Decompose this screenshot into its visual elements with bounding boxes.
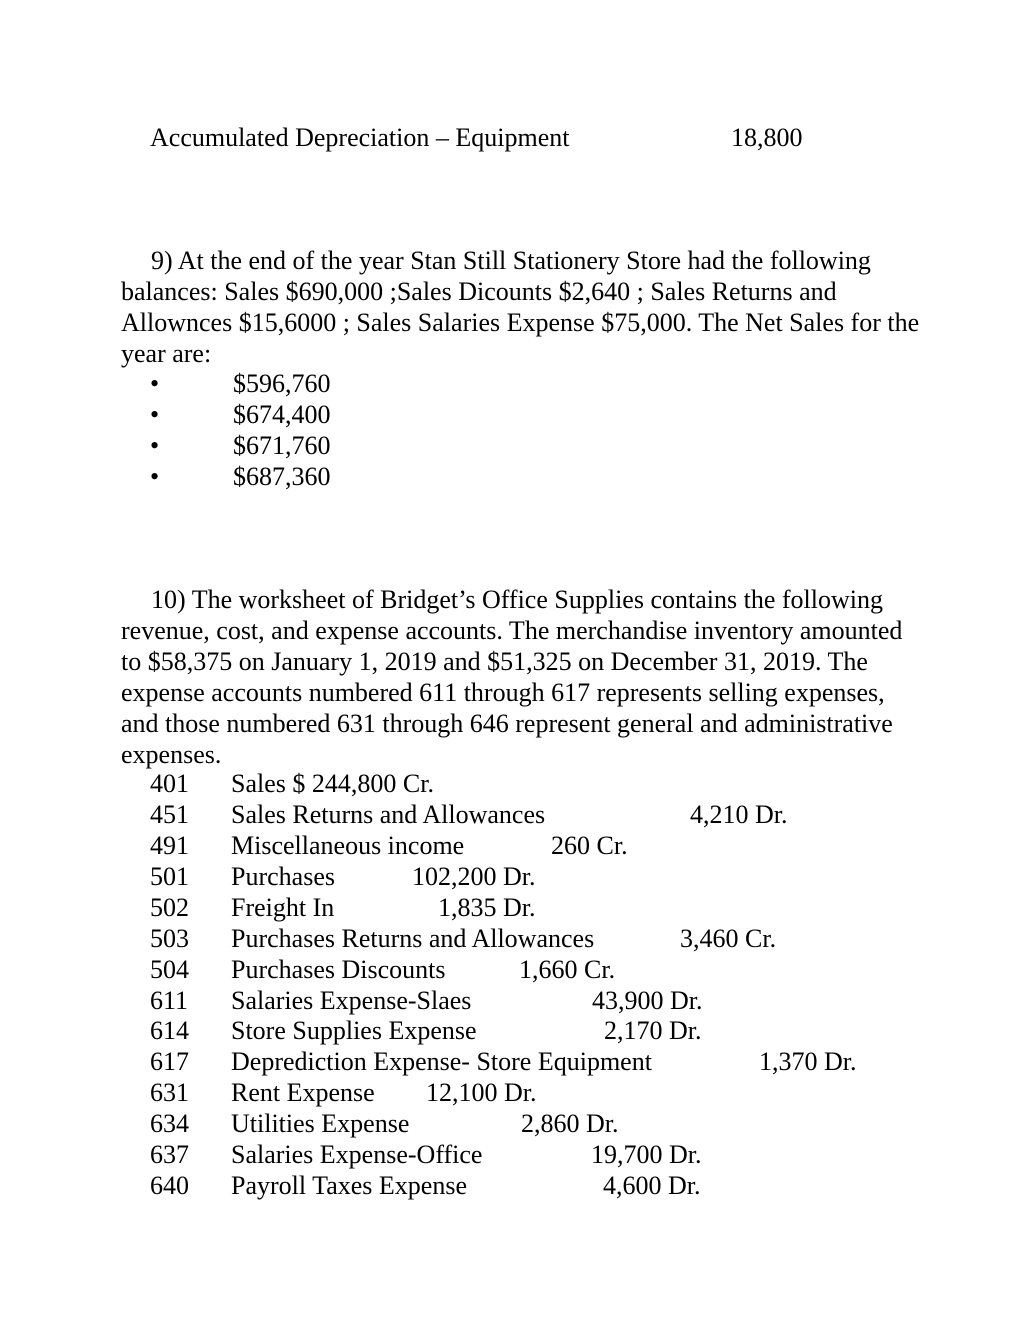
- account-amount: 1,660 Cr.: [519, 955, 616, 984]
- account-row: [0, 1077, 1024, 1108]
- account-amount: 19,700 Dr.: [591, 1140, 702, 1169]
- account-amount: 12,100 Dr.: [426, 1078, 537, 1107]
- account-amount: 4,210 Dr.: [690, 800, 788, 829]
- account-amount: 102,200 Dr.: [412, 862, 536, 891]
- account-amount: 2,170 Dr.: [604, 1016, 702, 1045]
- account-number: 631: [150, 1078, 189, 1107]
- account-amount: 4,600 Dr.: [603, 1171, 701, 1200]
- question-10-text: 10) The worksheet of Bridget’s Office Supplies contains the following revenue, cost, and expense accounts. The merchandise inventory amounted to $58,375 on January 1, 2019 and $51,325 on December 31, 2019. The expense accounts numbered 611 through 617 represents selling expenses, and those numbered 631 through 646 represent general and administrative expenses.: [121, 585, 903, 769]
- bullet-icon: •: [150, 431, 160, 460]
- account-number: 502: [150, 893, 189, 922]
- account-name: Store Supplies Expense: [231, 1016, 477, 1045]
- account-row: [0, 799, 1024, 830]
- question-10: [121, 584, 921, 770]
- account-number: 491: [150, 831, 189, 860]
- account-number: 637: [150, 1140, 189, 1169]
- option-value: $674,400: [233, 400, 331, 429]
- account-name: Purchases Discounts: [231, 955, 446, 984]
- account-row: [0, 1170, 1024, 1201]
- account-row: [0, 1046, 1024, 1077]
- bullet-icon: •: [150, 369, 160, 398]
- account-number: 634: [150, 1109, 189, 1138]
- account-number: 501: [150, 862, 189, 891]
- option-value: $596,760: [233, 369, 331, 398]
- bullet-icon: •: [150, 400, 160, 429]
- account-name: Salaries Expense-Slaes: [231, 986, 472, 1015]
- account-amount: 1,835 Dr.: [438, 893, 536, 922]
- account-row: [0, 1015, 1024, 1046]
- account-name: Sales $ 244,800 Cr.: [231, 769, 434, 798]
- account-name: Utilities Expense: [231, 1109, 410, 1138]
- accumulated-depreciation-label: Accumulated Depreciation – Equipment: [150, 123, 570, 152]
- account-row: [0, 985, 1024, 1016]
- bullet-icon: •: [150, 462, 160, 491]
- account-name: Deprediction Expense- Store Equipment: [231, 1047, 652, 1076]
- account-row: [0, 923, 1024, 954]
- account-number: 617: [150, 1047, 189, 1076]
- account-name: Rent Expense: [231, 1078, 375, 1107]
- account-name: Purchases: [231, 862, 335, 891]
- account-name: Miscellaneous income: [231, 831, 465, 860]
- option-value: $687,360: [233, 462, 331, 491]
- account-row: [0, 830, 1024, 861]
- account-name: Salaries Expense-Office: [231, 1140, 483, 1169]
- account-number: 504: [150, 955, 189, 984]
- account-row: [0, 892, 1024, 923]
- option-value: $671,760: [233, 431, 331, 460]
- account-number: 614: [150, 1016, 189, 1045]
- account-name: Purchases Returns and Allowances: [231, 924, 595, 953]
- account-number: 503: [150, 924, 189, 953]
- account-row: [0, 954, 1024, 985]
- account-amount: 3,460 Cr.: [680, 924, 777, 953]
- account-name: Freight In: [231, 893, 335, 922]
- account-amount: 1,370 Dr.: [759, 1047, 857, 1076]
- account-row: [0, 1139, 1024, 1170]
- account-name: Sales Returns and Allowances: [231, 800, 546, 829]
- account-row: [0, 1108, 1024, 1139]
- account-number: 401: [150, 769, 189, 798]
- account-number: 611: [150, 986, 189, 1015]
- account-amount: 260 Cr.: [551, 831, 628, 860]
- account-row: [0, 768, 1024, 799]
- question-9: [121, 245, 921, 369]
- account-name: Payroll Taxes Expense: [231, 1171, 467, 1200]
- account-amount: 43,900 Dr.: [592, 986, 703, 1015]
- account-number: 640: [150, 1171, 189, 1200]
- accumulated-depreciation-amount: 18,800: [731, 123, 803, 152]
- account-amount: 2,860 Dr.: [521, 1109, 619, 1138]
- question-9-text: 9) At the end of the year Stan Still Stationery Store had the following balances: Sales $690,000 ;Sales Dicounts $2,640 ; Sales Returns and Allownces $15,6000 ; Sales Salaries Expense $75,000. The Net Sales for the year are:: [121, 246, 920, 368]
- account-row: [0, 861, 1024, 892]
- account-number: 451: [150, 800, 189, 829]
